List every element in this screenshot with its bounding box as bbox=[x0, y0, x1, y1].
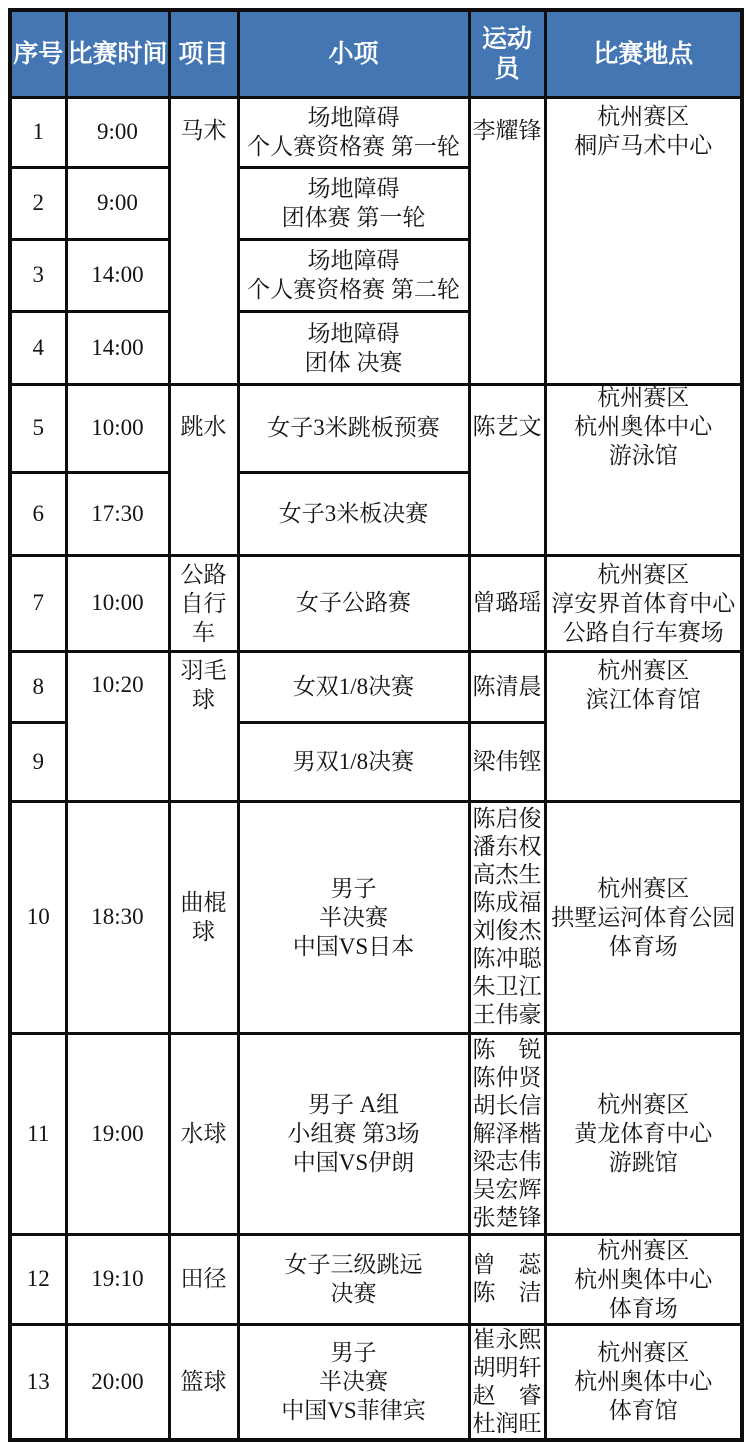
cell-athletes bbox=[469, 801, 545, 1033]
cell-event: 女子公路赛 bbox=[238, 555, 469, 651]
sport-line: 自行车 bbox=[180, 590, 227, 645]
athlete-name: 张楚锋 bbox=[472, 1204, 542, 1230]
cell-time: 18:30 bbox=[66, 801, 169, 1033]
athlete-name: 杜润旺 bbox=[472, 1410, 542, 1436]
cell-sport bbox=[169, 555, 238, 651]
venue-line: 体育馆 bbox=[608, 1398, 678, 1424]
cell-no: 9 bbox=[10, 722, 66, 801]
athlete-name: 刘俊杰 bbox=[472, 918, 542, 943]
sport-line: 公路 bbox=[180, 561, 227, 587]
cell-event bbox=[238, 311, 469, 384]
cell-no: 8 bbox=[10, 651, 66, 722]
venue-line: 杭州赛区 bbox=[597, 1092, 690, 1117]
cell-event: 男双1/8决赛 bbox=[238, 722, 469, 801]
venue-line: 游跳馆 bbox=[608, 1150, 678, 1175]
cell-venue bbox=[545, 1234, 742, 1324]
header-time: 比赛时间 bbox=[66, 10, 169, 97]
venue-line: 杭州赛区 bbox=[597, 561, 690, 587]
cell-sport bbox=[169, 651, 238, 801]
event-line: 个人赛资格赛 第二轮 bbox=[247, 277, 460, 302]
cell-no: 6 bbox=[10, 472, 66, 555]
table-row bbox=[10, 97, 742, 167]
cell-event bbox=[238, 97, 469, 167]
table-row bbox=[10, 651, 742, 722]
event-line: 女子三级跳远 bbox=[284, 1252, 423, 1277]
event-line: 男子 A组 bbox=[307, 1092, 400, 1117]
cell-time: 14:00 bbox=[66, 239, 169, 311]
cell-event bbox=[238, 1033, 469, 1234]
table-row bbox=[10, 1033, 742, 1234]
table-row bbox=[10, 1234, 742, 1324]
cell-time: 19:10 bbox=[66, 1234, 169, 1324]
sport-line: 跳水 bbox=[180, 413, 227, 439]
sport-line: 羽毛球 bbox=[180, 657, 227, 712]
venue-line: 体育场 bbox=[608, 933, 678, 959]
cell-event bbox=[238, 1234, 469, 1324]
cell-athletes bbox=[469, 1324, 545, 1440]
event-line: 男子 bbox=[330, 875, 377, 901]
cell-event bbox=[238, 1324, 469, 1440]
athlete-name: 王伟豪 bbox=[472, 1002, 542, 1027]
cell-venue bbox=[545, 801, 742, 1033]
cell-sport: 篮球 bbox=[169, 1324, 238, 1440]
cell-sport: 曲棍球 bbox=[169, 801, 238, 1033]
cell-sport: 田径 bbox=[169, 1234, 238, 1324]
table-row bbox=[10, 801, 742, 1033]
athlete-name: 陈冲聪 bbox=[472, 946, 542, 971]
cell-no: 1 bbox=[10, 97, 66, 167]
header-no: 序号 bbox=[10, 10, 66, 97]
venue-line: 杭州奥体中心 bbox=[574, 1266, 713, 1292]
cell-event bbox=[238, 801, 469, 1033]
table-row bbox=[10, 384, 742, 472]
venue-line: 杭州赛区 bbox=[597, 875, 690, 901]
venue-line: 杭州赛区 bbox=[597, 103, 690, 129]
athlete-name: 解泽楷 bbox=[472, 1120, 542, 1146]
header-athletes: 运动员 bbox=[469, 10, 545, 97]
athlete-name: 陈成福 bbox=[472, 890, 542, 915]
cell-sport: 水球 bbox=[169, 1033, 238, 1234]
header-row bbox=[10, 10, 742, 97]
event-line: 团体赛 第一轮 bbox=[281, 205, 426, 230]
cell-no: 7 bbox=[10, 555, 66, 651]
event-line: 个人赛资格赛 第一轮 bbox=[247, 134, 460, 159]
event-line: 中国VS菲律宾 bbox=[281, 1398, 426, 1424]
cell-event bbox=[238, 167, 469, 239]
cell-no: 5 bbox=[10, 384, 66, 472]
athlete-name: 胡长信 bbox=[472, 1092, 542, 1118]
athlete-name: 朱卫江 bbox=[472, 974, 542, 999]
athlete-name: 胡明轩 bbox=[472, 1354, 542, 1380]
athlete-name: 潘东权 bbox=[472, 834, 542, 859]
athlete-name: 吴宏辉 bbox=[472, 1176, 542, 1202]
header-venue: 比赛地点 bbox=[545, 10, 742, 97]
cell-athletes: 梁伟铿 bbox=[469, 722, 545, 801]
athlete-name: 梁志伟 bbox=[472, 1148, 542, 1174]
venue-line: 黄龙体育中心 bbox=[574, 1121, 713, 1146]
cell-event: 女双1/8决赛 bbox=[238, 651, 469, 722]
event-line: 小组赛 第3场 bbox=[287, 1121, 420, 1146]
time-value: 10:20 bbox=[91, 672, 144, 698]
athlete-name: 陈启俊 bbox=[472, 806, 542, 831]
cell-time: 10:00 bbox=[66, 555, 169, 651]
venue-line: 桐庐马术中心 bbox=[574, 132, 713, 158]
venue-line: 杭州赛区 bbox=[597, 658, 690, 683]
header-event: 小项 bbox=[238, 10, 469, 97]
cell-no: 10 bbox=[10, 801, 66, 1033]
cell-venue bbox=[545, 651, 742, 801]
event-line: 场地障碍 bbox=[307, 105, 400, 130]
cell-time bbox=[66, 651, 169, 801]
cell-venue bbox=[545, 1033, 742, 1234]
cell-event: 女子3米跳板预赛 bbox=[238, 384, 469, 472]
venue-line: 公路自行车赛场 bbox=[562, 619, 724, 645]
athlete-name: 曾 蕊 bbox=[472, 1252, 542, 1277]
athlete-name: 陈 洁 bbox=[472, 1280, 542, 1305]
event-line: 中国VS日本 bbox=[292, 933, 415, 959]
cell-time: 10:00 bbox=[66, 384, 169, 472]
athlete-name: 陈仲贤 bbox=[472, 1064, 542, 1090]
cell-athletes bbox=[469, 1234, 545, 1324]
venue-line: 拱墅运河体育公园 bbox=[551, 904, 736, 930]
cell-venue bbox=[545, 384, 742, 555]
table-row bbox=[10, 555, 742, 651]
venue-line: 淳安界首体育中心 bbox=[551, 590, 736, 616]
event-line: 中国VS伊朗 bbox=[292, 1150, 415, 1175]
event-line: 决赛 bbox=[330, 1281, 377, 1306]
cell-venue bbox=[545, 1324, 742, 1440]
cell-no: 2 bbox=[10, 167, 66, 239]
table-row bbox=[10, 1324, 742, 1440]
venue-line: 游泳馆 bbox=[608, 443, 678, 468]
cell-event bbox=[238, 239, 469, 311]
athlete-name: 高杰生 bbox=[472, 862, 542, 887]
cell-sport bbox=[169, 384, 238, 555]
venue-line: 杭州奥体中心 bbox=[574, 414, 713, 439]
event-line: 半决赛 bbox=[319, 904, 388, 930]
venue-line: 杭州赛区 bbox=[597, 1340, 690, 1366]
cell-time: 9:00 bbox=[66, 167, 169, 239]
venue-line: 杭州赛区 bbox=[597, 385, 690, 410]
sport-line: 马术 bbox=[180, 117, 227, 143]
venue-line: 杭州奥体中心 bbox=[574, 1369, 713, 1395]
cell-athletes bbox=[469, 97, 545, 384]
cell-no: 3 bbox=[10, 239, 66, 311]
schedule-table bbox=[8, 8, 744, 1442]
cell-athletes: 陈清晨 bbox=[469, 651, 545, 722]
event-line: 男子 bbox=[330, 1340, 377, 1366]
cell-time: 19:00 bbox=[66, 1033, 169, 1234]
cell-no: 12 bbox=[10, 1234, 66, 1324]
cell-athletes bbox=[469, 1033, 545, 1234]
cell-sport bbox=[169, 97, 238, 384]
venue-line: 体育场 bbox=[608, 1295, 678, 1321]
athlete-name: 崔永熙 bbox=[472, 1326, 542, 1352]
cell-time: 9:00 bbox=[66, 97, 169, 167]
venue-line: 杭州赛区 bbox=[597, 1237, 690, 1263]
venue-line: 滨江体育馆 bbox=[585, 687, 701, 712]
event-line: 团体 决赛 bbox=[304, 349, 403, 375]
cell-venue bbox=[545, 555, 742, 651]
header-sport: 项目 bbox=[169, 10, 238, 97]
event-line: 场地障碍 bbox=[307, 176, 400, 201]
cell-athletes bbox=[469, 384, 545, 555]
cell-time: 20:00 bbox=[66, 1324, 169, 1440]
cell-time: 14:00 bbox=[66, 311, 169, 384]
cell-time: 17:30 bbox=[66, 472, 169, 555]
cell-no: 13 bbox=[10, 1324, 66, 1440]
cell-athletes: 曾璐瑶 bbox=[469, 555, 545, 651]
athlete-name: 李耀锋 bbox=[472, 117, 542, 143]
event-line: 场地障碍 bbox=[307, 248, 400, 273]
cell-no: 11 bbox=[10, 1033, 66, 1234]
athlete-name: 陈艺文 bbox=[472, 413, 542, 439]
cell-event: 女子3米板决赛 bbox=[238, 472, 469, 555]
event-line: 半决赛 bbox=[319, 1369, 388, 1395]
athlete-name: 陈 锐 bbox=[472, 1036, 542, 1062]
cell-venue bbox=[545, 97, 742, 384]
athlete-name: 赵 睿 bbox=[472, 1382, 542, 1408]
event-line: 场地障碍 bbox=[307, 320, 400, 346]
cell-no: 4 bbox=[10, 311, 66, 384]
